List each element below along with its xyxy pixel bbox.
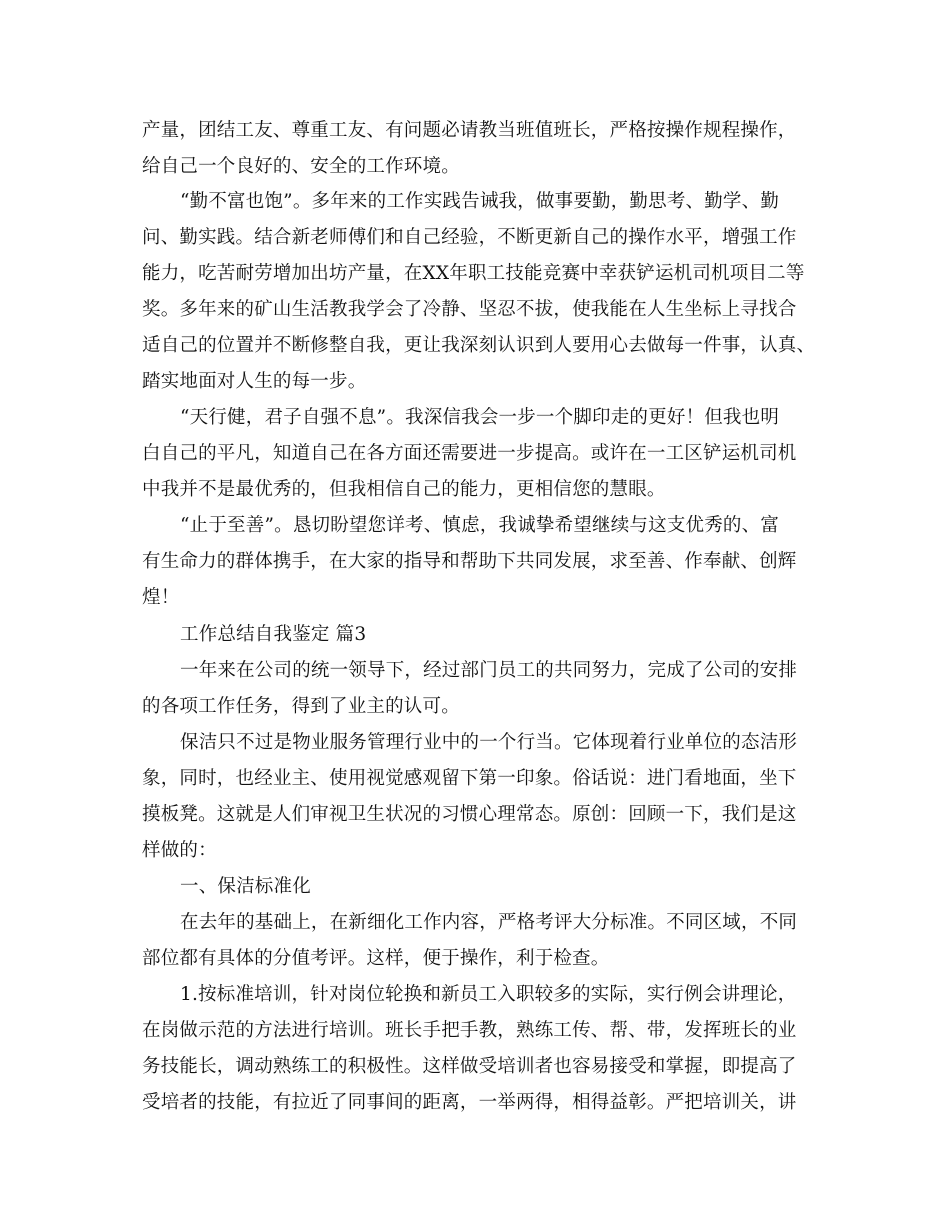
paragraph-line: 白自己的平凡，知道自己在各方面还需要进一步提高。或许在一工区铲运机司机 (142, 443, 797, 464)
paragraph-line: 受培者的技能，有拉近了同事间的距离，一举两得，相得益彰。严把培训关，讲 (142, 1092, 797, 1113)
paragraph-line: 的各项工作任务，得到了业主的认可。 (142, 696, 460, 717)
paragraph-line: “勤不富也饱”。多年来的工作实践告诫我，做事要勤，勤思考、勤学、勤 (180, 191, 780, 212)
paragraph-line: “止于至善”。恳切盼望您详考、慎虑，我诚挚希望继续与这支优秀的、富 (180, 515, 780, 536)
paragraph-line: 奖。多年来的矿山生活教我学会了冷静、坚忍不拔，使我能在人生坐标上寻找合 (142, 299, 797, 320)
paragraph-line: 在岗做示范的方法进行培训。班长手把手教，熟练工传、帮、带，发挥班长的业 (142, 1020, 797, 1041)
paragraph-line: 象，同时，也经业主、使用视觉感观留下第一印象。俗话说：进门看地面，坐下 (142, 768, 797, 789)
paragraph-line: 问、勤实践。结合新老师傅们和自己经验，不断更新自己的操作水平，增强工作 (142, 227, 797, 248)
paragraph-line: 给自己一个良好的、安全的工作环境。 (142, 156, 460, 177)
paragraph-line: 能力，吃苦耐劳增加出坊产量，在XX年职工技能竞赛中幸获铲运机司机项目二等 (142, 263, 805, 284)
subsection-heading: 一、保洁标准化 (180, 876, 311, 897)
paragraph-line: 摸板凳。这就是人们审视卫生状况的习惯心理常态。原创：回顾一下，我们是这 (142, 804, 797, 825)
paragraph-line: 适自己的位置并不断修整自我，更让我深刻认识到人要用心去做每一件事，认真、 (142, 335, 816, 356)
paragraph-line: 部位都有具体的分值考评。这样，便于操作，利于检查。 (142, 948, 610, 969)
paragraph-line: 务技能长，调动熟练工的积极性。这样做受培训者也容易接受和掌握，即提高了 (142, 1056, 797, 1077)
paragraph-line: 踏实地面对人生的每一步。 (142, 371, 367, 392)
paragraph-line: 1.按标准培训，针对岗位轮换和新员工入职较多的实际，实行例会讲理论， (180, 984, 797, 1005)
paragraph-line: 一年来在公司的统一领导下，经过部门员工的共同努力，完成了公司的安排 (180, 660, 798, 681)
paragraph-line: 保洁只不过是物业服务管理行业中的一个行当。它体现着行业单位的态洁形 (180, 732, 798, 753)
paragraph-line: 产量，团结工友、尊重工友、有问题必请教当班值班长，严格按操作规程操作， (142, 120, 797, 141)
paragraph-line: 煌！ (142, 587, 180, 608)
paragraph-line: 有生命力的群体携手，在大家的指导和帮助下共同发展，求至善、作奉献、创辉 (142, 551, 797, 572)
section-heading: 工作总结自我鉴定 篇3 (180, 624, 367, 645)
paragraph-line: 样做的： (142, 840, 217, 861)
paragraph-line: “天行健，君子自强不息”。我深信我会一步一个脚印走的更好！但我也明 (180, 407, 780, 428)
paragraph-line: 在去年的基础上，在新细化工作内容，严格考评大分标准。不同区域，不同 (180, 912, 798, 933)
paragraph-line: 中我并不是最优秀的，但我相信自己的能力，更相信您的慧眼。 (142, 479, 666, 500)
